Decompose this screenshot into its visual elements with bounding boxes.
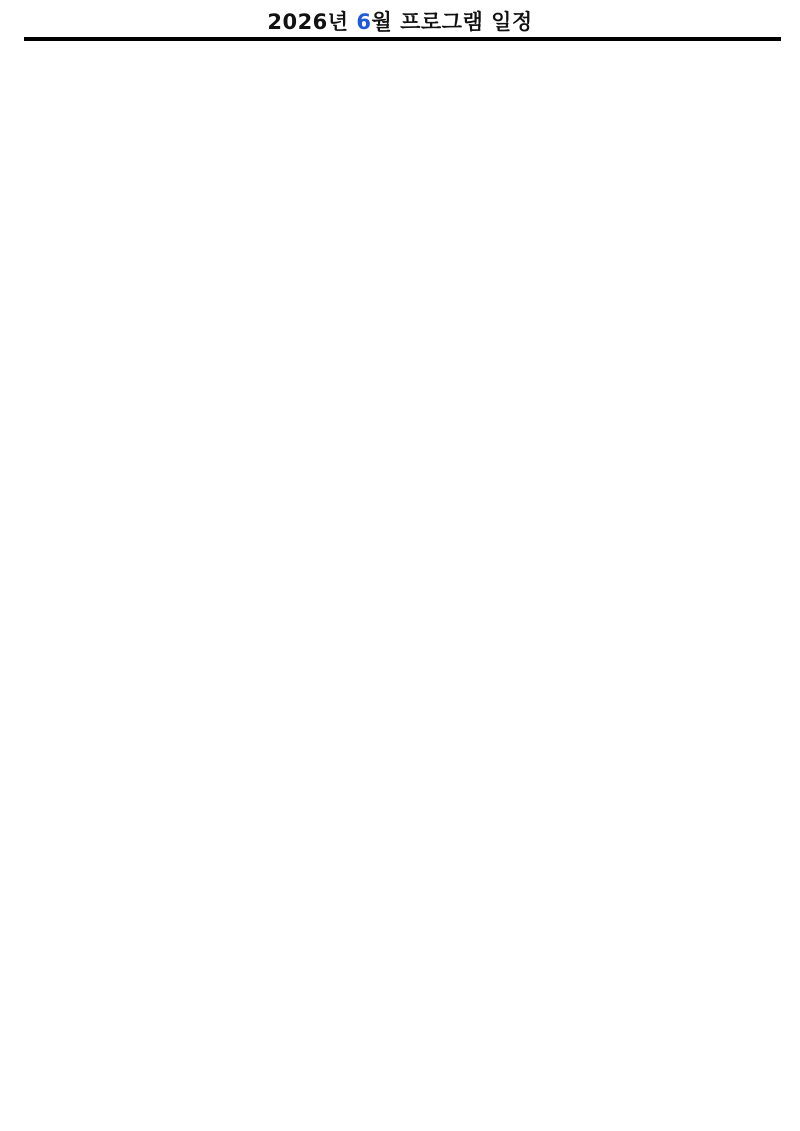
page-title: 2026년 6월 프로그램 일정 bbox=[267, 10, 533, 34]
schedule-table bbox=[24, 37, 781, 41]
month-number: 6 bbox=[356, 10, 372, 34]
